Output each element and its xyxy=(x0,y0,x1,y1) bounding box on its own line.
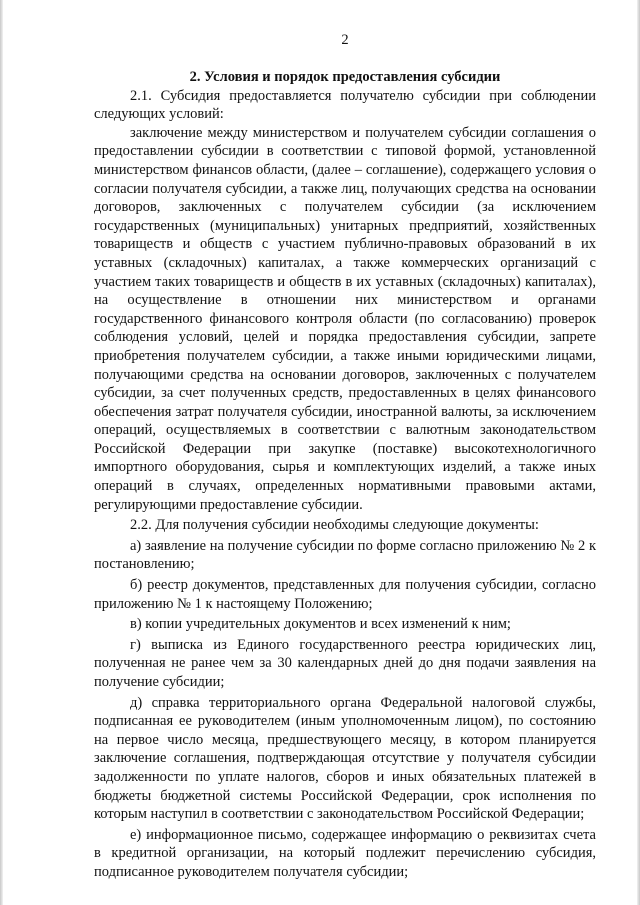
paragraph-2-2: 2.2. Для получения субсидии необходимы следующие документы: xyxy=(130,517,539,534)
list-item-a: а) заявление на получение субсидии по форме согласно приложению № 2 к постановлению; xyxy=(94,537,596,573)
paragraph-2-1: 2.1. Субсидия предоставляется получателю субсидии при соблюдении следующих условий: xyxy=(94,87,596,123)
document-page xyxy=(94,30,596,882)
list-item-d: д) справка территориального органа Федеральной налоговой службы, подписанная ее руководителем (иным уполномоченным лицом), по состоянию на первое число месяца, предшествующего месяцу, в котором планируется заключение соглашения, подтверждающая отсутствие у получателя субсидии задолженности по уплате налогов, сборов и иных обязательных платежей в бюджеты бюджетной системы Российской Федерации, срок исполнения по которым наступил в соответствии с законодательством Российской Федерации; xyxy=(94,694,596,823)
paragraph-conditions: заключение между министерством и получателем субсидии соглашения о предоставлении субсидии в соответствии с типовой формой, установленной министерством финансов области, (далее – соглашение), содержащего условия о согласии получателя субсидии, а также лиц, получающих средства на основании договоров, заключенных с получателем субсидии (за исключением государственных (муниципальных) унитарных предприятий, хозяйственных товариществ и обществ с участием публично-правовых образований в их уставных (складочных) капиталах, а также коммерческих организаций с участием таких товариществ и обществ в их уставных (складочных) капиталах), на осуществление в отношении них министерством и органами государственного финансового контроля области (по согласованию) проверок соблюдения условий, целей и порядка предоставления субсидии, запрете приобретения получателем субсидии, а также иными юридическими лицами, получающими средства на основании договоров, заключенных с получателем субсидии, за счет полученных средств, предоставленных в целях финансового обеспечения затрат получателя субсидии, иностранной валюты, за исключением операций, осуществляемых в соответствии с валютным законодательством Российской Федерации при закупке (поставке) высокотехнологичного импортного оборудования, сырья и комплектующих изделий, а также иных операций в случаях, определенных нормативными правовыми актами, регулирующими предоставление субсидии. xyxy=(94,124,596,513)
section-heading: 2. Условия и порядок предоставления субсидии xyxy=(189,69,501,85)
list-item-v: в) копии учредительных документов и всех изменений к ним; xyxy=(130,616,511,633)
list-item-e: е) информационное письмо, содержащее информацию о реквизитах счета в кредитной организации, на который подлежит перечислению субсидия, подписанное руководителем получателя субсидии; xyxy=(94,826,596,880)
list-item-g: г) выписка из Единого государственного реестра юридических лиц, полученная не ранее чем за 30 календарных дней до дня подачи заявления на получение субсидии; xyxy=(94,636,596,690)
scan-edge-left xyxy=(0,0,3,905)
page-number: 2 xyxy=(341,32,349,48)
list-item-b: б) реестр документов, представленных для получения субсидии, согласно приложению № 1 к настоящему Положению; xyxy=(94,577,596,612)
